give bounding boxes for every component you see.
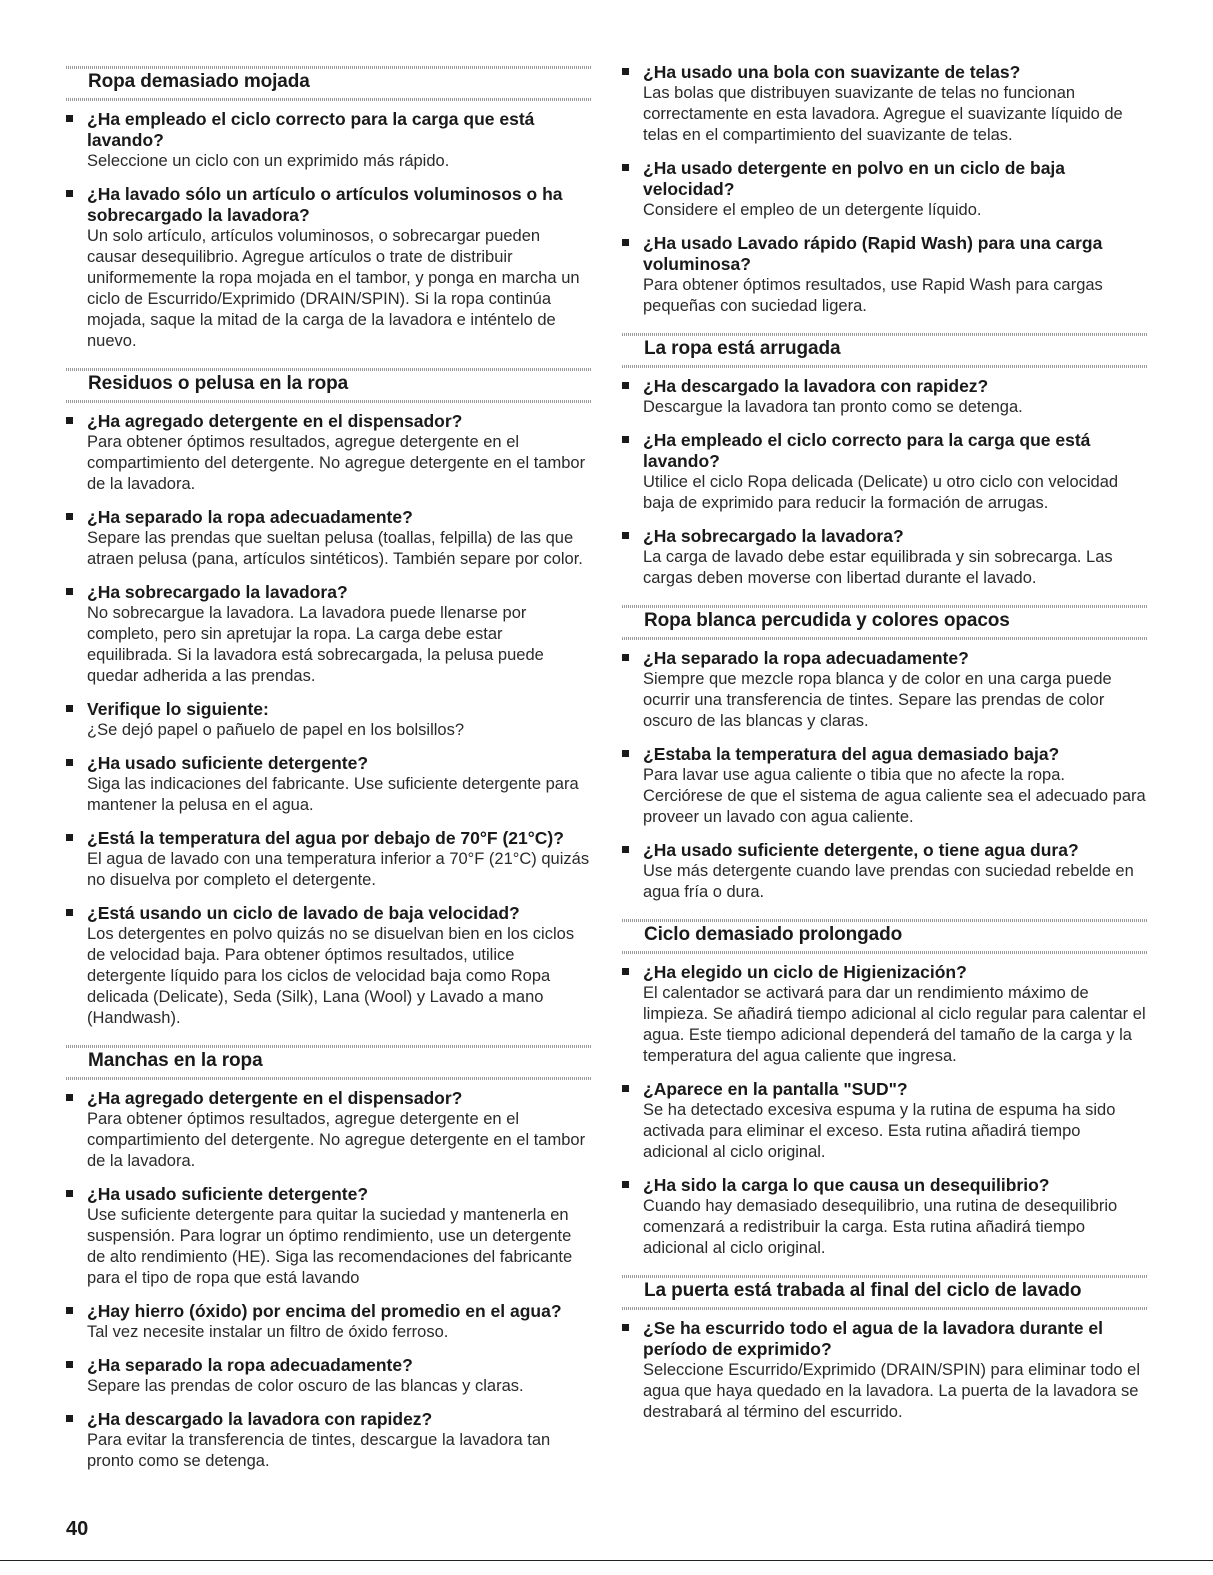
- question-text: ¿Ha usado Lavado rápido (Rapid Wash) para una carga voluminosa?: [643, 233, 1103, 274]
- answer-text: Para lavar use agua caliente o tibia que no afecte la ropa. Cerciórese de que el sistema de agua caliente sea el adecuado para proveer un lavado con agua caliente.: [643, 766, 1146, 826]
- answer-text: Seleccione Escurrido/Exprimido (DRAIN/SPIN) para eliminar todo el agua que haya quedado en la lavadora. La puerta de la lavadora se destrabará al término del escurrido.: [643, 1361, 1141, 1421]
- list-item: [622, 962, 1147, 1067]
- answer-text: Descargue la lavadora tan pronto como se detenga.: [643, 398, 1023, 416]
- list-item: [66, 184, 591, 352]
- list-item: [66, 903, 591, 1029]
- question-text: ¿Ha usado una bola con suavizante de telas?: [643, 62, 1021, 82]
- square-bullet-icon: [622, 68, 629, 75]
- section-title: Ciclo demasiado prolongado: [644, 924, 903, 945]
- list-item: [622, 1318, 1147, 1423]
- section-header: [622, 915, 1147, 956]
- square-bullet-icon: [66, 759, 73, 766]
- answer-text: El calentador se activará para dar un rendimiento máximo de limpieza. Se añadirá tiempo adicional al ciclo regular para calentar el agua. Este tiempo adicional dependerá del tamaño de la carga y la temperatura del agua caliente que ingresa.: [643, 984, 1146, 1065]
- square-bullet-icon: [622, 239, 629, 246]
- square-bullet-icon: [622, 1085, 629, 1092]
- question-text: ¿Ha elegido un ciclo de Higienización?: [643, 962, 967, 982]
- answer-text: Un solo artículo, artículos voluminosos, o sobrecargar pueden causar desequilibrio. Agregue artículos o trate de distribuir uniformemente la ropa mojada en el tambor, y ponga en marcha un ciclo de Escurrido/Exprimido (DRAIN/SPIN). Si la ropa continúa mojada, saque la mitad de la carga de la lavadora e inténtelo de nuevo.: [87, 227, 580, 350]
- square-bullet-icon: [66, 115, 73, 122]
- square-bullet-icon: [66, 705, 73, 712]
- list-item: [66, 828, 591, 891]
- list-item: [622, 1175, 1147, 1259]
- square-bullet-icon: [622, 846, 629, 853]
- square-bullet-icon: [622, 750, 629, 757]
- answer-text: El agua de lavado con una temperatura inferior a 70°F (21°C) quizás no disuelva por completo el detergente.: [87, 850, 590, 889]
- right-column: [622, 62, 1147, 1435]
- section-header: [66, 364, 591, 405]
- list-item: [622, 840, 1147, 903]
- section-title: Ropa blanca percudida y colores opacos: [644, 610, 1010, 631]
- question-text: ¿Ha agregado detergente en el dispensador?: [87, 1088, 463, 1108]
- question-text: ¿Ha separado la ropa adecuadamente?: [87, 507, 413, 527]
- square-bullet-icon: [622, 436, 629, 443]
- question-list: [622, 370, 1147, 589]
- square-bullet-icon: [622, 164, 629, 171]
- square-bullet-icon: [622, 654, 629, 661]
- answer-text: Para evitar la transferencia de tintes, descargue la lavadora tan pronto como se detenga.: [87, 1431, 551, 1470]
- section-residuos-o-pelusa-en-la-ropa: [66, 364, 591, 1029]
- section-title: La puerta está trabada al final del ciclo de lavado: [644, 1280, 1082, 1301]
- question-text: ¿Ha separado la ropa adecuadamente?: [643, 648, 969, 668]
- list-item: [622, 1079, 1147, 1163]
- square-bullet-icon: [66, 1190, 73, 1197]
- list-item: [66, 1409, 591, 1472]
- list-item: [622, 376, 1147, 418]
- question-text: ¿Ha usado detergente en polvo en un ciclo de baja velocidad?: [643, 158, 1066, 199]
- section-header: [66, 1041, 591, 1082]
- question-text: ¿Ha descargado la lavadora con rapidez?: [643, 376, 989, 396]
- list-item: [66, 1301, 591, 1343]
- question-text: ¿Ha lavado sólo un artículo o artículos voluminosos o ha sobrecargado la lavadora?: [87, 184, 563, 225]
- footer-rule: [0, 1560, 1213, 1561]
- list-item: [66, 1184, 591, 1289]
- answer-text: Para obtener óptimos resultados, agregue detergente en el compartimiento del detergente. No agregue detergente en el tambor de la lavadora.: [87, 1110, 586, 1170]
- list-item: [66, 699, 591, 741]
- list-item: [622, 62, 1147, 146]
- section-header: [66, 62, 591, 103]
- list-item: [66, 411, 591, 495]
- answer-text: Siempre que mezcle ropa blanca y de color en una carga puede ocurrir una transferencia de tintes. Separe las prendas de color oscuro de las blancas y claras.: [643, 670, 1112, 730]
- answer-text: Tal vez necesite instalar un filtro de óxido ferroso.: [87, 1323, 449, 1341]
- answer-text: Cuando hay demasiado desequilibrio, una rutina de desequilibrio comenzará a redistribuir la carga. Esta rutina añadirá tiempo adicional al ciclo original.: [643, 1197, 1118, 1257]
- section-title: Ropa demasiado mojada: [88, 71, 310, 92]
- square-bullet-icon: [622, 532, 629, 539]
- question-text: Verifique lo siguiente:: [87, 699, 269, 719]
- question-text: ¿Ha sido la carga lo que causa un desequilibrio?: [643, 1175, 1050, 1195]
- square-bullet-icon: [66, 1415, 73, 1422]
- answer-text: ¿Se dejó papel o pañuelo de papel en los bolsillos?: [87, 721, 465, 739]
- answer-text: Considere el empleo de un detergente líquido.: [643, 201, 982, 219]
- answer-text: Los detergentes en polvo quizás no se disuelvan bien en los ciclos de velocidad baja. Para obtener óptimos resultados, utilice detergente líquido para los ciclos de velocidad baja como Ropa delicada (Delicate), Seda (Silk), Lana (Wool) y Lavado a mano (Handwash).: [87, 925, 575, 1027]
- question-text: ¿Estaba la temperatura del agua demasiado baja?: [643, 744, 1060, 764]
- section-ropa-blanca-percudida-y-colores-opacos: [622, 601, 1147, 903]
- question-text: ¿Aparece en la pantalla "SUD"?: [643, 1079, 908, 1099]
- answer-text: Las bolas que distribuyen suavizante de telas no funcionan correctamente en esta lavadora. Agregue el suavizante líquido de telas en el compartimiento del suavizante de telas.: [643, 84, 1123, 144]
- answer-text: Utilice el ciclo Ropa delicada (Delicate) u otro ciclo con velocidad baja de exprimido para reducir la formación de arrugas.: [643, 473, 1119, 512]
- question-text: ¿Hay hierro (óxido) por encima del promedio en el agua?: [87, 1301, 562, 1321]
- section-la-puerta-esta-trabada-al-final-del-cicl: [622, 1271, 1147, 1423]
- square-bullet-icon: [66, 834, 73, 841]
- list-item: [66, 507, 591, 570]
- question-list: [622, 956, 1147, 1259]
- section-header: [622, 329, 1147, 370]
- question-list: [66, 1082, 591, 1472]
- answer-text: Use más detergente cuando lave prendas con suciedad rebelde en agua fría o dura.: [643, 862, 1134, 901]
- square-bullet-icon: [66, 1361, 73, 1368]
- answer-text: Para obtener óptimos resultados, agregue detergente en el compartimiento del detergente. No agregue detergente en el tambor de la lavadora.: [87, 433, 586, 493]
- question-text: ¿Ha usado suficiente detergente, o tiene agua dura?: [643, 840, 1079, 860]
- answer-text: Siga las indicaciones del fabricante. Use suficiente detergente para mantener la pelusa en el agua.: [87, 775, 579, 814]
- question-text: ¿Ha sobrecargado la lavadora?: [87, 582, 348, 602]
- section-ciclo-demasiado-prolongado: [622, 915, 1147, 1259]
- question-list: [622, 1312, 1147, 1423]
- answer-text: Use suficiente detergente para quitar la suciedad y mantenerla en suspensión. Para lograr un óptimo rendimiento, use un detergente de alto rendimiento (HE). Siga las recomendaciones del fabricante para el tipo de ropa que está lavando: [87, 1206, 573, 1287]
- square-bullet-icon: [66, 909, 73, 916]
- question-text: ¿Ha empleado el ciclo correcto para la carga que está lavando?: [87, 109, 535, 150]
- square-bullet-icon: [622, 968, 629, 975]
- question-text: ¿Se ha escurrido todo el agua de la lavadora durante el período de exprimido?: [643, 1318, 1103, 1359]
- question-text: ¿Ha sobrecargado la lavadora?: [643, 526, 904, 546]
- question-text: ¿Ha usado suficiente detergente?: [87, 753, 369, 773]
- answer-text: No sobrecargue la lavadora. La lavadora puede llenarse por completo, pero sin apretujar la ropa. La carga debe estar equilibrada. Si la lavadora está sobrecargada, la pelusa puede quedar adherida a las prendas.: [87, 604, 544, 685]
- square-bullet-icon: [66, 1094, 73, 1101]
- list-item: [622, 648, 1147, 732]
- page-number: 40: [66, 1518, 89, 1540]
- answer-text: Seleccione un ciclo con un exprimido más rápido.: [87, 152, 450, 170]
- section-title: La ropa está arrugada: [644, 338, 841, 359]
- square-bullet-icon: [66, 588, 73, 595]
- section-ropa-demasiado-mojada: [66, 62, 591, 352]
- square-bullet-icon: [622, 382, 629, 389]
- list-item: [66, 109, 591, 172]
- section-la-ropa-esta-arrugada: [622, 329, 1147, 589]
- answer-text: Separe las prendas de color oscuro de las blancas y claras.: [87, 1377, 524, 1395]
- answer-text: La carga de lavado debe estar equilibrada y sin sobrecarga. Las cargas deben moverse con libertad durante el lavado.: [643, 548, 1113, 587]
- square-bullet-icon: [66, 190, 73, 197]
- square-bullet-icon: [66, 1307, 73, 1314]
- section-header: [622, 601, 1147, 642]
- question-text: ¿Ha separado la ropa adecuadamente?: [87, 1355, 413, 1375]
- question-list: [622, 642, 1147, 903]
- question-text: ¿Está la temperatura del agua por debajo de 70°F (21°C)?: [87, 828, 564, 848]
- question-list: [622, 62, 1147, 317]
- question-text: ¿Está usando un ciclo de lavado de baja velocidad?: [87, 903, 520, 923]
- section-manchas-en-la-ropa: [66, 1041, 591, 1472]
- section-title: Manchas en la ropa: [88, 1050, 263, 1071]
- list-item: [66, 582, 591, 687]
- answer-text: Se ha detectado excesiva espuma y la rutina de espuma ha sido activada para eliminar el exceso. Esta rutina añadirá tiempo adicional al ciclo original.: [643, 1101, 1116, 1161]
- list-item: [622, 233, 1147, 317]
- question-text: ¿Ha agregado detergente en el dispensador?: [87, 411, 463, 431]
- list-item: [622, 158, 1147, 221]
- square-bullet-icon: [66, 417, 73, 424]
- question-text: ¿Ha usado suficiente detergente?: [87, 1184, 369, 1204]
- list-item: [622, 526, 1147, 589]
- question-list: [66, 405, 591, 1029]
- question-text: ¿Ha empleado el ciclo correcto para la carga que está lavando?: [643, 430, 1091, 471]
- section-header: [622, 1271, 1147, 1312]
- square-bullet-icon: [66, 513, 73, 520]
- list-item: [622, 430, 1147, 514]
- list-item: [66, 753, 591, 816]
- square-bullet-icon: [622, 1181, 629, 1188]
- list-item: [66, 1355, 591, 1397]
- section-continued: [622, 62, 1147, 317]
- section-title: Residuos o pelusa en la ropa: [88, 373, 349, 394]
- answer-text: Para obtener óptimos resultados, use Rapid Wash para cargas pequeñas con suciedad ligera.: [643, 276, 1103, 315]
- answer-text: Separe las prendas que sueltan pelusa (toallas, felpilla) de las que atraen pelusa (pana, artículos sintéticos). También separe por color.: [87, 529, 583, 568]
- square-bullet-icon: [622, 1324, 629, 1331]
- question-text: ¿Ha descargado la lavadora con rapidez?: [87, 1409, 433, 1429]
- list-item: [66, 1088, 591, 1172]
- question-list: [66, 103, 591, 352]
- left-column: [66, 62, 591, 1484]
- list-item: [622, 744, 1147, 828]
